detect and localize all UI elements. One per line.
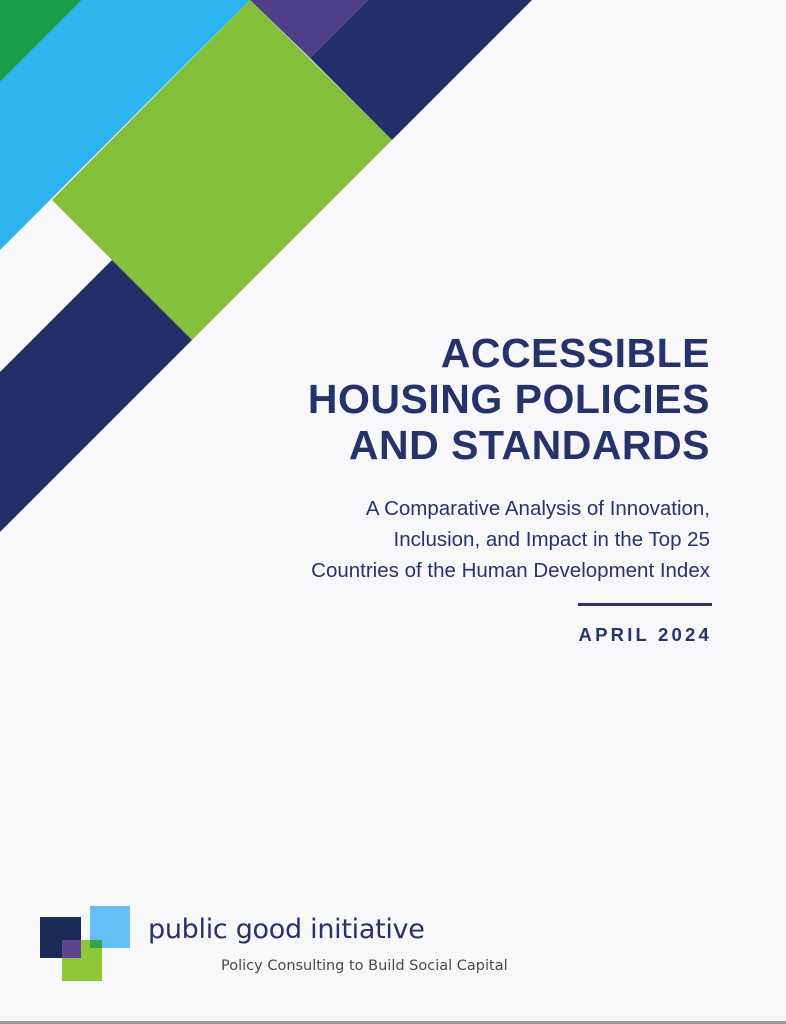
organization-tagline: Policy Consulting to Build Social Capital xyxy=(221,958,508,974)
title-line-2: HOUSING POLICIES xyxy=(307,376,710,422)
organization-name: public good initiative xyxy=(148,914,425,945)
subtitle-line-3: Countries of the Human Development Index xyxy=(311,559,710,582)
overlapping-squares-logo-icon xyxy=(40,906,132,984)
logo-purple-overlap xyxy=(62,940,81,958)
logo-teal-overlap xyxy=(90,940,102,948)
publication-date: APRIL 2024 xyxy=(578,624,712,645)
report-subtitle xyxy=(150,493,710,586)
subtitle-line-1: A Comparative Analysis of Innovation, xyxy=(365,497,710,520)
title-divider xyxy=(578,603,712,606)
report-title xyxy=(190,330,710,468)
title-line-3: AND STANDARDS xyxy=(348,422,710,468)
title-line-1: ACCESSIBLE xyxy=(440,330,710,376)
subtitle-line-2: Inclusion, and Impact in the Top 25 xyxy=(393,528,710,551)
